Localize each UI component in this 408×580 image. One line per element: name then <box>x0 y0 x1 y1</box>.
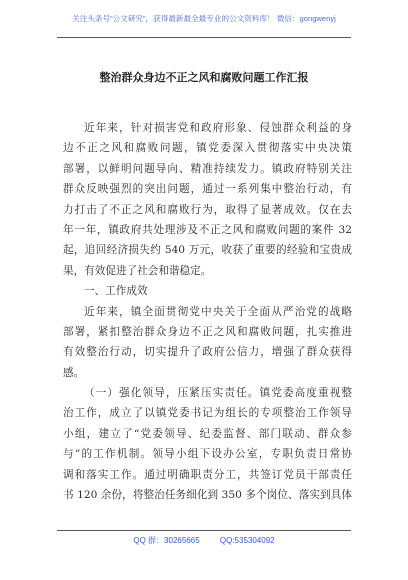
header-banner: 关注头条号“公文研究”，获得最新最全最专业的公文资料库！ 微信：gongwenyj <box>72 14 336 23</box>
body-line: 起，追回经济损失约 540 万元，收获了重要的经验和宝贵成 <box>63 244 352 257</box>
body-line: 感。 <box>63 366 85 379</box>
body-line: （一）强化领导，压紧压实责任。镇党委高度重视整 <box>84 387 352 400</box>
body-line: 书 120 余份，将整治任务细化到 350 多个岗位、落实到具体 <box>63 489 352 502</box>
footer-divider <box>57 530 351 531</box>
body-line: 治工作，成立了以镇党委书记为组长的专项整治工作领导 <box>63 407 352 420</box>
footer-qq: QQ:535304092 <box>219 536 275 545</box>
body-line: 调和落实工作。通过明确职责分工，共签订党员干部责任 <box>63 468 352 481</box>
body-line: 有效整治行动，切实提升了政府公信力，增强了群众获得 <box>63 346 352 359</box>
section-heading: 一、工作成效 <box>84 285 148 298</box>
footer-qq-group: QQ 群：30265665 <box>133 536 200 545</box>
body-line: 近年来，针对损害党和政府形象、侵蚀群众利益的身 <box>84 122 352 134</box>
body-line: 边不正之风和腐败问题，镇党委深入贯彻落实中央决策 <box>63 142 352 155</box>
body-line: 与”的工作机制。领导小组下设办公室，专职负责日常协 <box>63 448 352 461</box>
body-line: 年一年，镇政府共处理涉及不正之风和腐败问题的案件 32 <box>63 223 352 236</box>
body-line: 群众反映强烈的突出问题，通过一系列集中整治行动，有 <box>63 183 352 196</box>
body-line: 部署，以鲜明问题导向、精准持续发力。镇政府特别关注 <box>63 162 352 175</box>
body-line: 小组，建立了“党委领导、纪委监督、部门联动、群众参 <box>63 427 352 440</box>
header-divider <box>57 37 351 38</box>
body-line: 部署，紧扣整治群众身边不正之风和腐败问题，扎实推进 <box>63 325 352 338</box>
document-title: 整治群众身边不正之风和腐败问题工作汇报 <box>99 71 309 84</box>
body-line: 近年来，镇全面贯彻党中央关于全面从严治党的战略 <box>84 305 352 318</box>
document-body <box>63 118 352 505</box>
body-line: 力打击了不正之风和腐败行为，取得了显著成效。仅在去 <box>63 203 352 216</box>
body-line: 果，有效促进了社会和谐稳定。 <box>63 264 212 277</box>
footer-contact <box>0 535 408 546</box>
